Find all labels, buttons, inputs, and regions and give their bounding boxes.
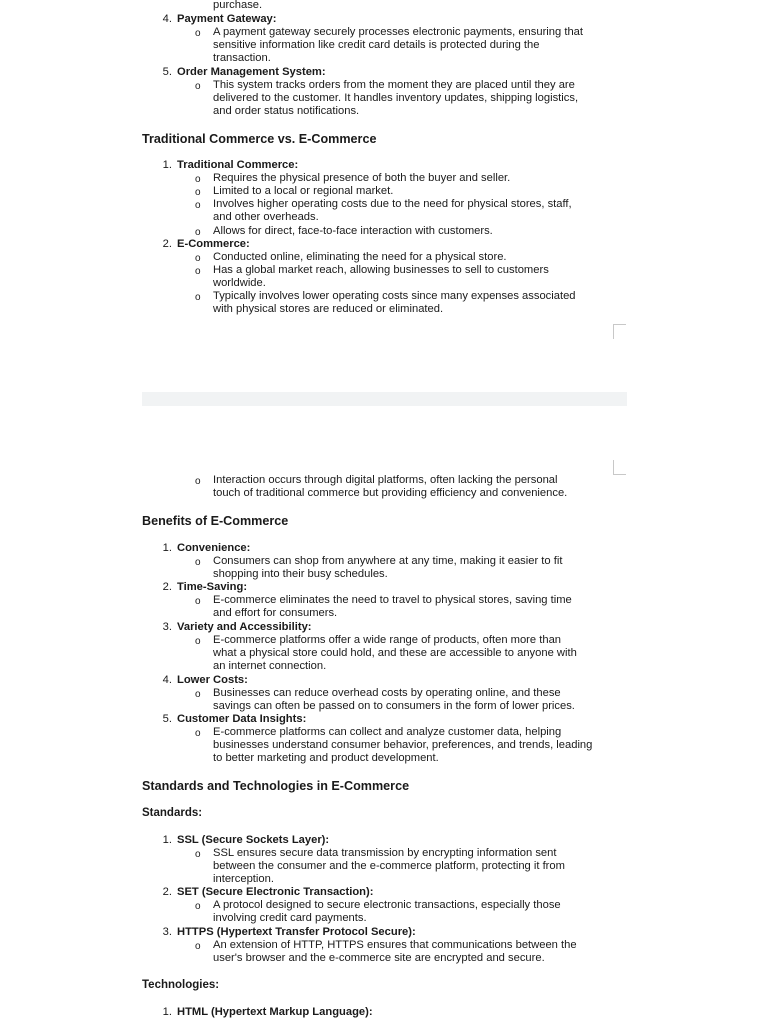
bullet-text: businesses understand consumer behavior, preferences, and trends, leading — [213, 739, 593, 751]
bullet-icon: o — [195, 227, 201, 238]
bullet-text: Typically involves lower operating costs since many expenses associated — [213, 290, 576, 302]
list-number: 2. — [162, 581, 172, 593]
document-page-2 — [142, 406, 627, 1024]
bullet-text: worldwide. — [213, 277, 266, 289]
bullet-icon: o — [195, 476, 201, 487]
bullet-text: Allows for direct, face-to-face interaction with customers. — [213, 225, 493, 237]
subsection-heading: Technologies: — [142, 979, 220, 991]
bullet-text: Conducted online, eliminating the need for a physical store. — [213, 251, 507, 263]
bullet-text: to better marketing and product development. — [213, 752, 439, 764]
list-number: 4. — [162, 13, 172, 25]
bullet-text: E-commerce platforms can collect and analyze customer data, helping — [213, 726, 562, 738]
list-number: 5. — [162, 713, 172, 725]
bullet-icon: o — [195, 253, 201, 264]
list-item-title: SET (Secure Electronic Transaction): — [177, 886, 374, 898]
bullet-text: between the consumer and the e-commerce platform, protecting it from — [213, 860, 565, 872]
bullet-text: and order status notifications. — [213, 105, 360, 117]
section-heading: Standards and Technologies in E-Commerce — [142, 779, 410, 793]
bullet-text: with physical stores are reduced or eliminated. — [213, 303, 444, 315]
list-item-title: Payment Gateway: — [177, 13, 277, 25]
bullet-icon: o — [195, 266, 201, 277]
bullet-text: E-commerce eliminates the need to travel to physical stores, saving time — [213, 594, 572, 606]
bullet-text: Has a global market reach, allowing businesses to sell to customers — [213, 264, 549, 276]
document-page-1 — [142, 0, 627, 392]
section-heading: Traditional Commerce vs. E-Commerce — [142, 132, 377, 146]
bullet-text: what a physical store could hold, and these are accessible to anyone with — [213, 647, 577, 659]
bullet-icon: o — [195, 200, 201, 211]
bullet-text: and other overheads. — [213, 211, 319, 223]
bullet-icon: o — [195, 689, 201, 700]
bullet-text: Businesses can reduce overhead costs by operating online, and these — [213, 687, 561, 699]
list-number: 2. — [162, 886, 172, 898]
bullet-text: user's browser and the e-commerce site are encrypted and secure. — [213, 952, 545, 964]
list-number: 3. — [162, 621, 172, 633]
bullet-icon: o — [195, 728, 201, 739]
list-item-title: Order Management System: — [177, 66, 326, 78]
bullet-text: SSL ensures secure data transmission by encrypting information sent — [213, 847, 557, 859]
bullet-icon: o — [195, 849, 201, 860]
bullet-text: A protocol designed to secure electronic transactions, especially those — [213, 899, 561, 911]
bullet-text: A payment gateway securely processes electronic payments, ensuring that — [213, 26, 584, 38]
bullet-text: and effort for consumers. — [213, 607, 338, 619]
bullet-icon: o — [195, 557, 201, 568]
bullet-icon: o — [195, 941, 201, 952]
list-item-title: Convenience: — [177, 542, 251, 554]
list-item-title: Variety and Accessibility: — [177, 621, 312, 633]
bullet-icon: o — [195, 174, 201, 185]
bullet-text: Consumers can shop from anywhere at any time, making it easier to fit — [213, 555, 563, 567]
list-number: 1. — [162, 834, 172, 846]
bullet-text: An extension of HTTP, HTTPS ensures that communications between the — [213, 939, 577, 951]
list-item-title: E-Commerce: — [177, 238, 250, 250]
list-number: 1. — [162, 159, 172, 171]
bullet-text: Limited to a local or regional market. — [213, 185, 394, 197]
list-number: 2. — [162, 238, 172, 250]
bullet-text: touch of traditional commerce but providing efficiency and convenience. — [213, 487, 568, 499]
list-number: 4. — [162, 674, 172, 686]
continued-text: purchase. — [213, 0, 263, 11]
page-break — [142, 392, 627, 406]
bullet-text: shopping into their busy schedules. — [213, 568, 388, 580]
bullet-icon: o — [195, 28, 201, 39]
bullet-icon: o — [195, 187, 201, 198]
list-item-title: SSL (Secure Sockets Layer): — [177, 834, 330, 846]
page-corner-marker — [613, 460, 626, 475]
bullet-text: savings can often be passed on to consumers in the form of lower prices. — [213, 700, 575, 712]
bullet-text: an internet connection. — [213, 660, 327, 672]
list-item-title: HTML (Hypertext Markup Language): — [177, 1006, 373, 1018]
bullet-text: transaction. — [213, 52, 271, 64]
list-item-title: Traditional Commerce: — [177, 159, 299, 171]
bullet-icon: o — [195, 596, 201, 607]
bullet-text: delivered to the customer. It handles inventory updates, shipping logistics, — [213, 92, 579, 104]
bullet-text: E-commerce platforms offer a wide range of products, often more than — [213, 634, 562, 646]
bullet-icon: o — [195, 292, 201, 303]
list-item-title: Customer Data Insights: — [177, 713, 307, 725]
list-number: 1. — [162, 542, 172, 554]
bullet-text: This system tracks orders from the moment they are placed until they are — [213, 79, 575, 91]
list-number: 5. — [162, 66, 172, 78]
list-number: 1. — [162, 1006, 172, 1018]
list-item-title: HTTPS (Hypertext Transfer Protocol Secure): — [177, 926, 416, 938]
list-number: 3. — [162, 926, 172, 938]
list-item-title: Time-Saving: — [177, 581, 248, 593]
subsection-heading: Standards: — [142, 807, 203, 819]
page-corner-marker — [613, 324, 626, 339]
bullet-text: sensitive information like credit card details is protected during the — [213, 39, 540, 51]
bullet-icon: o — [195, 636, 201, 647]
bullet-icon: o — [195, 901, 201, 912]
bullet-text: interception. — [213, 873, 274, 885]
bullet-text: involving credit card payments. — [213, 912, 367, 924]
list-item-title: Lower Costs: — [177, 674, 248, 686]
bullet-text: Interaction occurs through digital platforms, often lacking the personal — [213, 474, 558, 486]
bullet-text: Requires the physical presence of both the buyer and seller. — [213, 172, 511, 184]
bullet-icon: o — [195, 81, 201, 92]
section-heading: Benefits of E-Commerce — [142, 514, 289, 528]
bullet-text: Involves higher operating costs due to the need for physical stores, staff, — [213, 198, 572, 210]
